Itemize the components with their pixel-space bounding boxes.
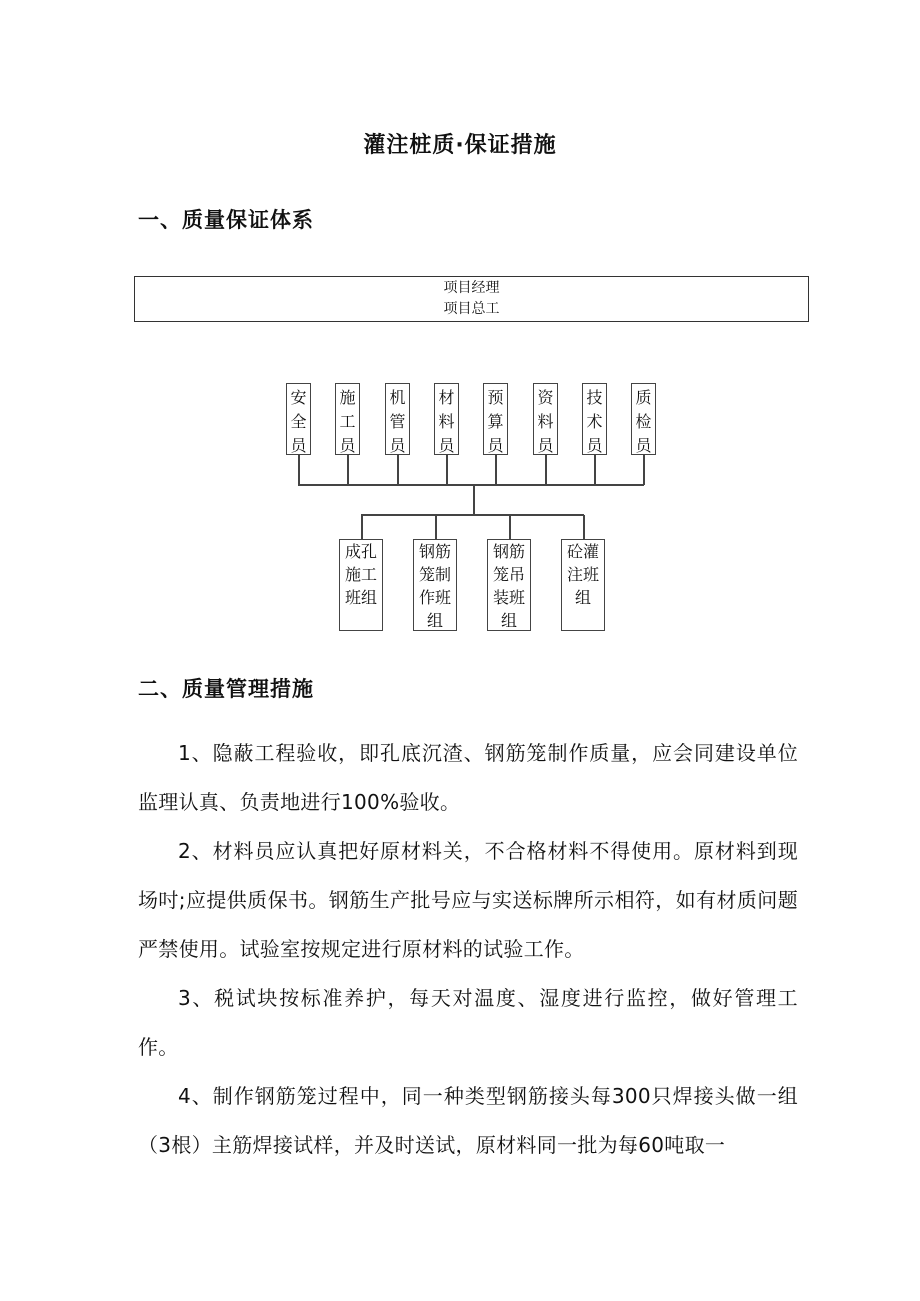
team-box-line: 组 xyxy=(574,588,591,607)
staff-box-char: 技 xyxy=(586,388,603,407)
team-box xyxy=(561,539,605,631)
staff-box-char: 员 xyxy=(487,436,504,455)
staff-box-char: 全 xyxy=(290,412,307,431)
staff-box-char: 资 xyxy=(537,388,554,407)
staff-box-char: 施 xyxy=(339,388,356,407)
connector-line xyxy=(473,485,475,515)
staff-box xyxy=(631,383,656,455)
paragraph-2 xyxy=(138,827,798,974)
staff-box xyxy=(335,383,360,455)
project-manager-label: 项目经理 xyxy=(443,280,500,296)
paragraph-4 xyxy=(138,1072,798,1170)
team-box-line: 钢筋 xyxy=(418,542,451,561)
connector-line xyxy=(435,515,437,539)
staff-box-char: 质 xyxy=(635,388,652,407)
staff-box xyxy=(434,383,459,455)
team-box xyxy=(487,539,531,631)
staff-box-char: 员 xyxy=(586,436,603,455)
staff-box-char: 术 xyxy=(586,412,603,431)
paragraph-4-text: 4、制作钢筋笼过程中，同一种类型钢筋接头每300只焊接头做一组（3根）主筋焊接试样，并及时送试，原材料同一批为每60吨取一 xyxy=(138,1084,798,1157)
staff-box-char: 机 xyxy=(389,388,406,407)
section-heading-quality-management: 二、质量管理措施 xyxy=(138,677,314,701)
staff-box-char: 员 xyxy=(438,436,455,455)
staff-box-char: 员 xyxy=(339,436,356,455)
connector-line xyxy=(298,484,644,486)
connector-line xyxy=(298,455,300,485)
connector-line xyxy=(361,514,584,516)
team-box-line: 班组 xyxy=(344,588,377,607)
connector-line xyxy=(446,455,448,485)
staff-box-char: 料 xyxy=(537,412,554,431)
team-box-line: 成孔 xyxy=(344,542,377,561)
staff-box-char: 员 xyxy=(290,436,307,455)
connector-line xyxy=(583,515,585,539)
connector-line xyxy=(495,455,497,485)
top-management-box xyxy=(134,276,809,322)
connector-line xyxy=(361,515,363,539)
staff-box xyxy=(533,383,558,455)
staff-box-char: 员 xyxy=(537,436,554,455)
team-box-line: 作班 xyxy=(418,588,451,607)
connector-line xyxy=(509,515,511,539)
paragraph-2-text: 2、材料员应认真把好原材料关，不合格材料不得使用。原材料到现场吋;应提供质保书。钢筋生产批号应与实送标牌所示相符，如有材质问题严禁使用。试验室按规定进行原材料的试验工作。 xyxy=(138,839,798,961)
staff-box-char: 工 xyxy=(339,412,356,431)
staff-box xyxy=(483,383,508,455)
connector-line xyxy=(397,455,399,485)
connector-line xyxy=(643,455,645,485)
connector-line xyxy=(594,455,596,485)
team-box-line: 注班 xyxy=(566,565,599,584)
staff-box-char: 员 xyxy=(389,436,406,455)
team-box-line: 组 xyxy=(500,611,517,630)
team-box-line: 钢筋 xyxy=(492,542,525,561)
team-box xyxy=(413,539,457,631)
page-title: 灌注桩质·保证措施 xyxy=(363,133,557,158)
team-box-line: 笼吊 xyxy=(492,565,525,584)
paragraph-3-text: 3、税试块按标准养护，每天对温度、湿度进行监控，做好管理工作。 xyxy=(138,986,798,1059)
staff-box-char: 算 xyxy=(487,412,504,431)
section-heading-quality-system: 一、质量保证体系 xyxy=(138,208,314,232)
team-box-line: 施工 xyxy=(344,565,377,584)
paragraph-1 xyxy=(138,729,798,827)
connector-line xyxy=(347,455,349,485)
chief-engineer-label: 项目总工 xyxy=(443,301,500,317)
team-box-line: 笼制 xyxy=(418,565,451,584)
staff-box xyxy=(286,383,311,455)
paragraph-3 xyxy=(138,974,798,1072)
staff-box-char: 员 xyxy=(635,436,652,455)
staff-box-char: 料 xyxy=(438,412,455,431)
connector-line xyxy=(545,455,547,485)
staff-box xyxy=(385,383,410,455)
staff-box-char: 管 xyxy=(389,412,406,431)
staff-box-char: 安 xyxy=(290,388,307,407)
staff-box xyxy=(582,383,607,455)
paragraph-1-text: 1、隐蔽工程验收，即孔底沉渣、钢筋笼制作质量，应会同建设单位监理认真、负责地进行100%验收。 xyxy=(138,741,798,814)
team-box-line: 组 xyxy=(426,611,443,630)
team-box xyxy=(339,539,383,631)
staff-box-char: 预 xyxy=(487,388,504,407)
team-box-line: 装班 xyxy=(492,588,525,607)
staff-box-char: 检 xyxy=(635,412,652,431)
staff-box-char: 材 xyxy=(438,388,455,407)
team-box-line: 砼灌 xyxy=(566,542,599,561)
